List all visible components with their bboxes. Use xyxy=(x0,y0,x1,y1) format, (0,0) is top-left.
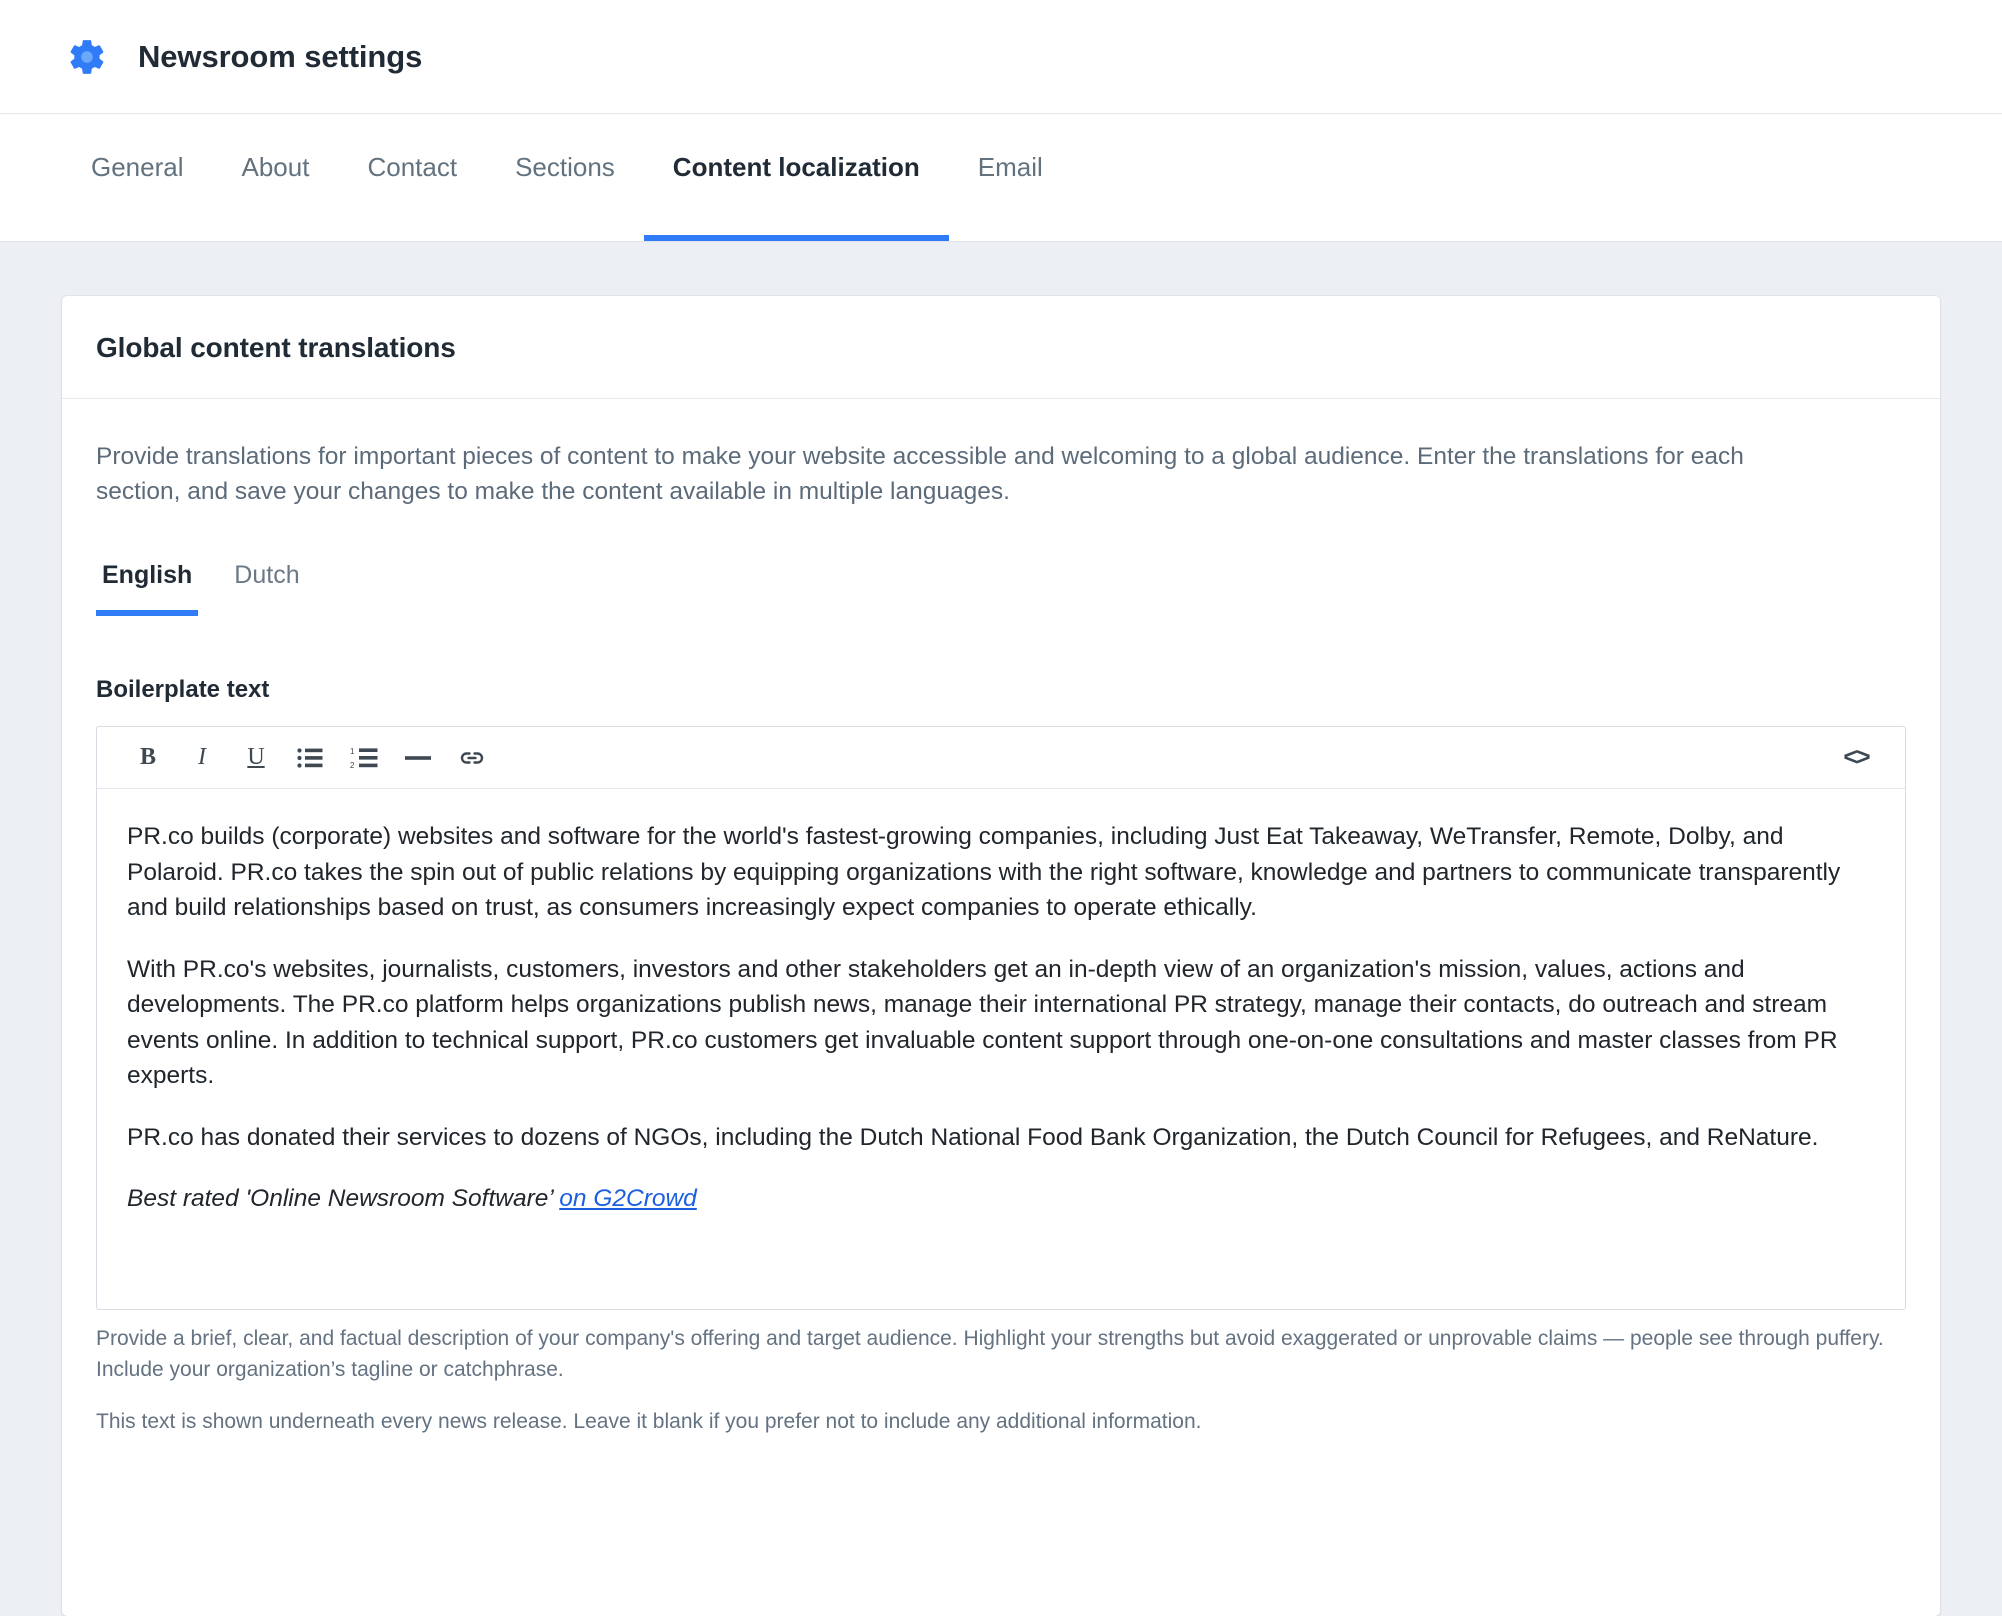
tab-about[interactable]: About xyxy=(241,152,310,182)
svg-text:1: 1 xyxy=(350,746,355,756)
language-tab-dutch[interactable]: Dutch xyxy=(234,561,300,590)
page-title: Newsroom settings xyxy=(138,38,423,74)
source-code-icon[interactable]: <> xyxy=(1843,743,1869,772)
boilerplate-text-label: Boilerplate text xyxy=(96,676,270,704)
tab-content-localization[interactable]: Content localization xyxy=(644,114,949,241)
bulleted-list-icon[interactable] xyxy=(283,735,337,781)
tab-email[interactable]: Email xyxy=(977,152,1043,182)
boilerplate-paragraph-3: PR.co has donated their services to dozens of NGOs, including the Dutch National Food Bank Organization, the Dutch Council for Refugees, and ReNature. xyxy=(127,1123,1819,1151)
tab-contact[interactable]: Contact xyxy=(367,152,458,182)
g2crowd-link[interactable]: on G2Crowd xyxy=(559,1185,697,1213)
horizontal-rule-icon[interactable] xyxy=(391,735,445,781)
italic-icon[interactable]: I xyxy=(198,744,206,771)
card-body xyxy=(62,399,1940,1437)
svg-text:2: 2 xyxy=(350,760,355,769)
tab-sections[interactable]: Sections xyxy=(515,152,615,182)
boilerplate-editor xyxy=(96,726,1906,1310)
boilerplate-paragraph-4 xyxy=(127,1181,1875,1217)
boilerplate-rating-text: Best rated 'Online Newsroom Software’ xyxy=(127,1185,560,1213)
boilerplate-helper-text-2: This text is shown underneath every news release. Leave it blank if you prefer not to include any additional information. xyxy=(96,1409,1202,1433)
global-content-translations-card xyxy=(62,296,1940,1616)
link-icon[interactable] xyxy=(445,735,499,781)
gear-icon xyxy=(66,36,108,78)
page-content xyxy=(0,242,2002,1616)
app-header xyxy=(0,0,2002,114)
boilerplate-paragraph-1: PR.co builds (corporate) websites and software for the world's fastest-growing companies, including Just Eat Takeaway, WeTransfer, Remote, Dolby, and Polaroid. PR.co takes the spin out of public relations by equipping organizations with the right software, knowledge and partners to communicate transparently and build relationships based on trust, as consumers increasingly expect companies to operate ethically. xyxy=(127,823,1841,922)
editor-content[interactable] xyxy=(97,789,1905,1309)
tab-general[interactable]: General xyxy=(91,152,184,182)
underline-icon[interactable]: U xyxy=(247,744,265,771)
editor-toolbar xyxy=(97,727,1905,789)
card-title: Global content translations xyxy=(96,332,456,363)
language-tab-english[interactable]: English xyxy=(96,561,198,616)
card-intro-text: Provide translations for important pieces of content to make your website accessible and welcoming to a global audience. Enter the translations for each section, and save your changes to make the content available in multiple languages. xyxy=(96,443,1744,506)
boilerplate-helper-text-1: Provide a brief, clear, and factual description of your company's offering and target audience. Highlight your strengths but avoid exaggerated or unprovable claims — people see through puffery. Include your organization’s tagline or catchphrase. xyxy=(96,1327,1884,1381)
numbered-list-icon[interactable] xyxy=(337,735,391,781)
bold-icon[interactable]: B xyxy=(139,744,156,771)
main-tabs xyxy=(0,114,2002,242)
language-tabs xyxy=(96,561,1906,624)
boilerplate-paragraph-2: With PR.co's websites, journalists, customers, investors and other stakeholders get an in-depth view of an organization's mission, values, actions and developments. The PR.co platform helps organizations publish news, manage their international PR strategy, manage their contacts, do outreach and stream events online. In addition to technical support, PR.co customers get invaluable content support through one-on-one consultations and master classes from PR experts. xyxy=(127,955,1838,1090)
card-header xyxy=(62,296,1940,399)
